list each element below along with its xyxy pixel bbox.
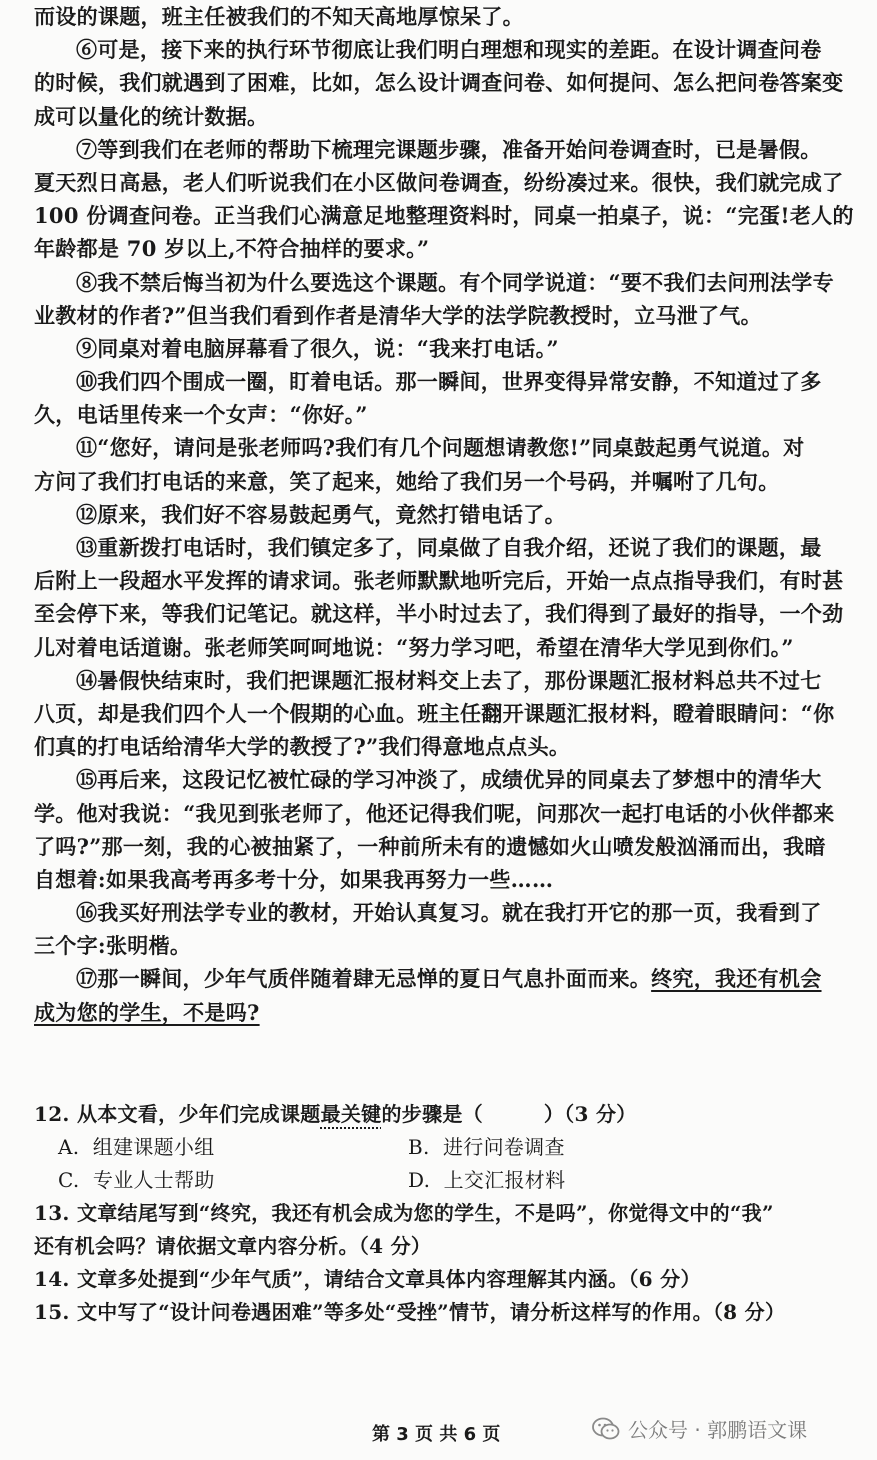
q12-options-row-2 (34, 1164, 854, 1197)
q12-suffix: 的步骤是（ ）（3 分） (381, 1102, 637, 1126)
passage-line: ⑫原来，我们好不容易鼓起勇气，竟然打错电话了。 (76, 501, 566, 527)
option-d-label: D. (408, 1168, 431, 1192)
option-b-text: 进行问卷调查 (442, 1135, 565, 1159)
question-12 (34, 1098, 854, 1131)
passage-line: 学。他对我说：“我见到张老师了，他还记得我们呢，问那次一起打电话的小伙伴都来 (34, 800, 835, 826)
passage-line: 而设的课题，班主任被我们的不知天高地厚惊呆了。 (34, 4, 524, 29)
question-15: 15. 文中写了“设计问卷遇困难”等多处“受挫”情节，请分析这样写的作用。（8 分） (34, 1300, 786, 1324)
passage-line: 们真的打电话给清华大学的教授了?”我们得意地点点头。 (34, 734, 571, 760)
passage-line: 业教材的作者?”但当我们看到作者是清华大学的法学院教授时，立马泄了气。 (34, 302, 762, 328)
passage-line: 方问了我们打电话的来意，笑了起来，她给了我们另一个号码，并嘱咐了几句。 (34, 468, 780, 494)
final-plain-text: ⑰那一瞬间，少年气质伴随着肆无忌惮的夏日气息扑面而来。 (76, 966, 652, 992)
passage-line: 成可以量化的统计数据。 (34, 103, 269, 129)
q12-options-row-1 (34, 1131, 854, 1164)
question-13-line-1: 13. 文章结尾写到“终究，我还有机会成为您的学生，不是吗”，你觉得文中的“我” (34, 1201, 774, 1225)
passage-line: 了吗?”那一刻，我的心被抽紧了，一种前所未有的遗憾如火山喷发般汹涌而出，我暗 (34, 833, 826, 859)
passage-line: 八页，却是我们四个人一个假期的心血。班主任翻开课题汇报材料，瞪着眼睛问：“你 (34, 700, 835, 726)
reading-passage (34, 0, 854, 1029)
passage-line: 的时候，我们就遇到了困难，比如，怎么设计调查问卷、如何提问、怎么把问卷答案变 (34, 70, 844, 96)
page-footer (0, 1420, 877, 1450)
option-a-text: 组建课题小组 (92, 1135, 215, 1159)
question-14: 14. 文章多处提到“少年气质”，请结合文章具体内容理解其内涵。（6 分） (34, 1267, 701, 1291)
watermark-text: 公众号 · 郭鹏语文课 (628, 1418, 808, 1442)
final-underlined-text: 终究，我还有机会 (651, 966, 822, 992)
option-d-text: 上交汇报材料 (443, 1168, 566, 1192)
passage-line: ⑦等到我们在老师的帮助下梳理完课题步骤，准备开始问卷调查时，已是暑假。 (76, 136, 822, 162)
passage-line: 自想着:如果我高考再多考十分，如果我再努力一些…… (34, 866, 554, 892)
question-section (34, 1098, 854, 1329)
watermark (592, 1414, 807, 1443)
passage-line: ⑩我们四个围成一圈，盯着电话。那一瞬间，世界变得异常安静，不知道过了多 (76, 369, 822, 395)
passage-line: ⑬重新拨打电话时，我们镇定多了，同桌做了自我介绍，还说了我们的课题，最 (76, 535, 822, 560)
passage-line: ⑪“您好，请问是张老师吗?我们有几个问题想请教您!”同桌鼓起勇气说道。对 (76, 435, 805, 461)
passage-line-final-1 (34, 962, 846, 995)
option-a-label: A. (58, 1135, 80, 1159)
wechat-icon (592, 1417, 620, 1441)
passage-line: 儿对着电话道谢。张老师笑呵呵地说：“努力学习吧，希望在清华大学见到你们。” (34, 634, 794, 660)
passage-line: ⑮再后来，这段记忆被忙碌的学习冲淡了，成绩优异的同桌去了梦想中的清华大 (76, 767, 822, 793)
passage-line: 夏天烈日高悬，老人们听说我们在小区做问卷调查，纷纷凑过来。很快，我们就完成了 (34, 169, 844, 195)
q12-prefix: 12. 从本文看，少年们完成课题 (34, 1102, 321, 1126)
passage-line: 三个字:张明楷。 (34, 933, 192, 959)
option-b[interactable] (408, 1131, 758, 1164)
option-c[interactable] (58, 1164, 408, 1197)
passage-line: 后附上一段超水平发挥的请求词。张老师默默地听完后，开始一点点指导我们，有时甚 (34, 568, 844, 594)
passage-line: 久，电话里传来一个女声：“你好。” (34, 402, 368, 428)
passage-line: ⑨同桌对着电脑屏幕看了很久，说：“我来打电话。” (76, 335, 559, 361)
passage-line: ⑯我买好刑法学专业的教材，开始认真复习。就在我打开它的那一页，我看到了 (76, 900, 822, 926)
passage-line: ⑧我不禁后悔当初为什么要选这个课题。有个同学说道：“要不我们去问刑法学专 (76, 269, 834, 295)
option-b-label: B. (408, 1135, 430, 1159)
passage-line: ⑭暑假快结束时，我们把课题汇报材料交上去了，那份课题汇报材料总共不过七 (76, 667, 822, 693)
passage-line: ⑥可是，接下来的执行环节彻底让我们明白理想和现实的差距。在设计调查问卷 (76, 37, 822, 63)
passage-line: 年龄都是 70 岁以上,不符合抽样的要求。” (34, 236, 430, 262)
q12-emphasis: 最关键 (320, 1102, 382, 1126)
option-c-label: C. (58, 1168, 80, 1192)
option-c-text: 专业人士帮助 (92, 1168, 215, 1192)
passage-line: 至会停下来，等我们记笔记。就这样，半小时过去了，我们得到了最好的指导，一个劲 (34, 601, 844, 627)
option-a[interactable] (58, 1131, 408, 1164)
page-number: 第 3 页 共 6 页 (372, 1424, 501, 1445)
question-13-line-2: 还有机会吗？请依据文章内容分析。（4 分） (34, 1234, 432, 1258)
passage-line: 100 份调查问卷。正当我们心满意足地整理资料时，同桌一拍桌子，说：“完蛋!老人的 (34, 203, 854, 229)
option-d[interactable] (408, 1164, 758, 1197)
passage-line-final-2 (34, 996, 846, 1029)
final-underlined-text-2: 成为您的学生，不是吗? (34, 999, 260, 1025)
